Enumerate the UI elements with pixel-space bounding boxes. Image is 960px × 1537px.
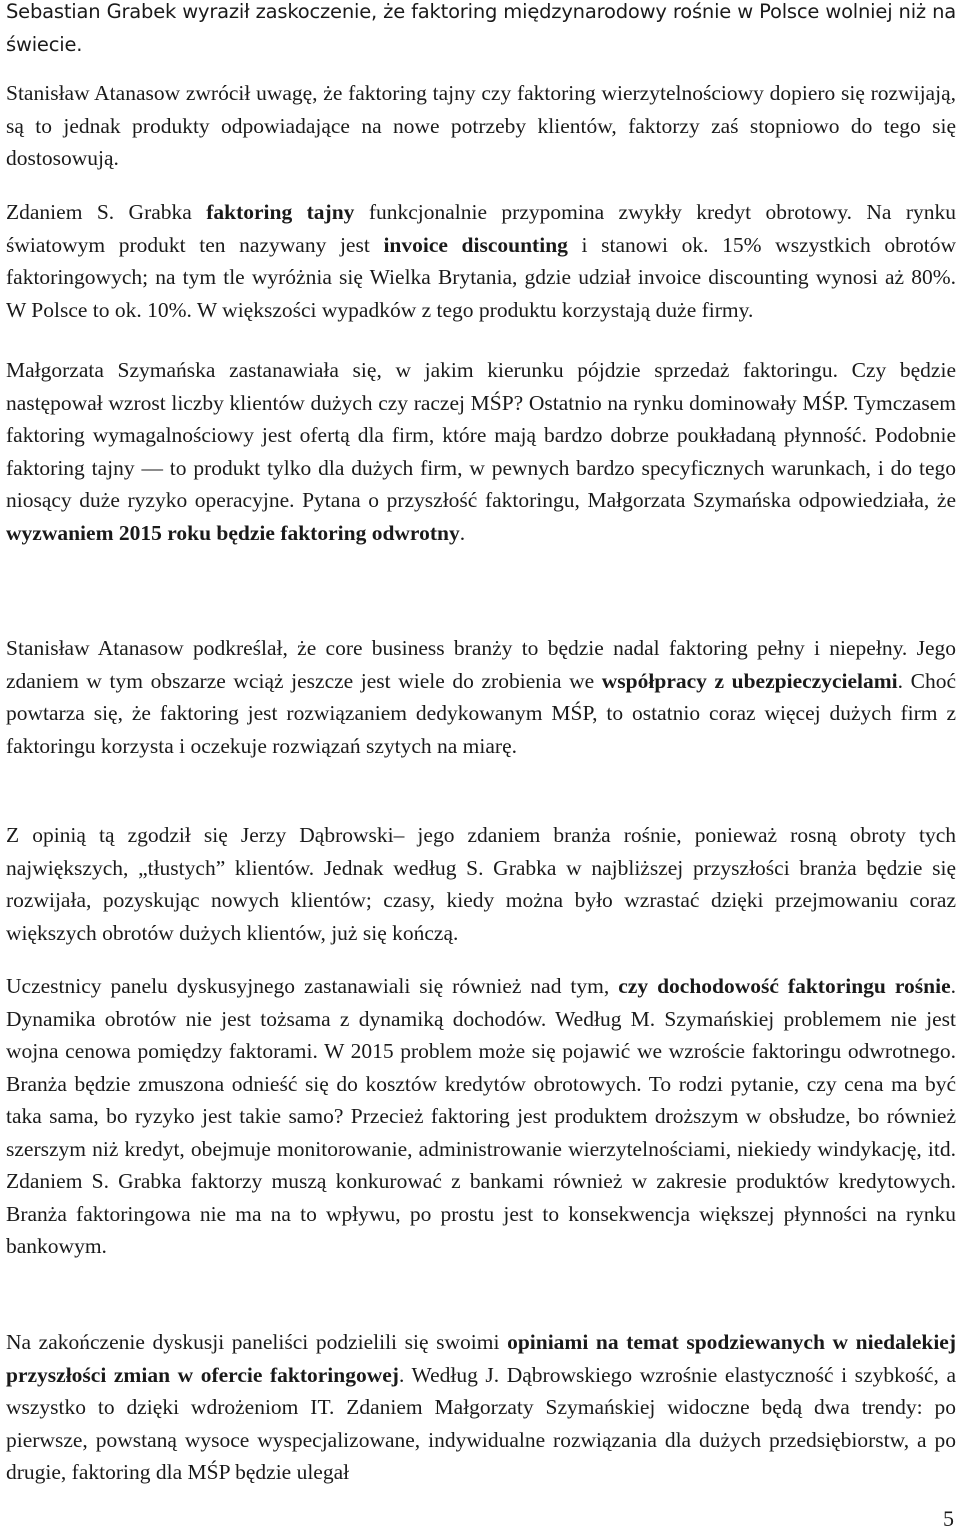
text-run: Stanisław Atanasow podkreślał, że core business branży to będzie nadal faktoring pełny i niepełny. Jego zdaniem w tym obszarze wciąż jeszcze jest wiele do zrobienia we [6, 636, 956, 693]
text-run: . Choć powtarza się, że faktoring jest rozwiązaniem dedykowanym MŚP, to ostatnio coraz więcej dużych firm z faktoringu korzysta i oczekuje rozwiązań szytych na miarę. [6, 668, 956, 758]
bold-text-run: wyzwaniem 2015 roku będzie faktoring odwrotny [6, 520, 460, 545]
paragraph-conclusion [6, 1326, 956, 1489]
paragraph-dabrowski-opinion [6, 819, 956, 949]
text-run: Małgorzata Szymańska zastanawiała się, w jakim kierunku pójdzie sprzedaż faktoringu. Czy będzie następował wzrost liczby klientów dużych czy raczej MŚP? Ostatnio na rynku dominowały MŚP. Tymczasem faktoring wymagalnościowy jest ofertą dla firm, które mają bardzo dobrze poukładaną płynność. Podobnie faktoring tajny — to produkt tylko dla dużych firm, w pewnych bardzo specyficznych warunkach, i do tego niosący duże ryzyko operacyjne. Pytana o przyszłość faktoringu, Małgorzata Szymańska odpowiedziała, że [6, 358, 956, 512]
text-run: . [459, 520, 466, 545]
text-run: Uczestnicy panelu dyskusyjnego zastanawiali się również nad tym, [6, 974, 619, 998]
text-run: Na zakończenie dyskusji paneliści podzielili się swoimi [6, 1330, 508, 1354]
paragraph-szymanska-sales [6, 354, 956, 549]
page-number: 5 [943, 1506, 954, 1531]
text-run: Stanisław Atanasow zwrócił uwagę, że faktoring tajny czy faktoring wierzytelnościowy dopiero się rozwijają, są to jednak produkty odpowiadające na nowe potrzeby klientów, faktorzy zaś stopniowo do tego się dostosowują. [6, 81, 956, 170]
paragraph-faktoring-tajny [6, 196, 956, 326]
text-run: . Dynamika obrotów nie jest tożsama z dynamiką dochodów. Według M. Szymańskiej problemem nie jest wojna cenowa pomiędzy faktorami. W 2015 problem może się pojawić we wzroście faktoringu odwrotnego. Branża będzie zmuszona odnieść się do kosztów kredytów obrotowych. To rodzi pytanie, czy cena ma być taka sama, bo ryzyko jest takie samo? Przecież faktoring jest produktem droższym w obsłudze, bo również szerszym niż kredyt, obejmuje monitorowanie, administrowanie wierzytelnościami, niekiedy windykację, itd. Zdaniem S. Grabka faktorzy muszą konkurować z bankami również w zakresie produktów kredytowych. Branża faktoringowa nie ma na to wpływu, po prostu jest to konsekwencja większej płynności na rynku bankowym. [6, 974, 956, 1258]
text-run: Z opinią tą zgodził się Jerzy Dąbrowski– jego zdaniem branża rośnie, ponieważ rosną obroty tych największych, „tłustych” klientów. Jednak według S. Grabka w najbliższej przyszłości branża będzie się rozwijała, pozyskując nowych klientów; czasy, kiedy można było wzrastać dzięki przejmowaniu coraz większych obrotów dużych klientów, już się kończą. [6, 823, 956, 945]
bold-text-run: faktoring tajny [206, 200, 355, 224]
paragraph-atanasow-products [6, 77, 956, 175]
paragraph-core-business [6, 632, 956, 762]
bold-text-run: opiniami na temat spodziewanych w niedalekiej przyszłości zmian w ofercie faktoringowej [6, 1330, 957, 1387]
text-run: . Według J. Dąbrowskiego wzrośnie elastyczność i szybkość, a wszystko to dzięki wdrożeniom IT. Zdaniem Małgorzaty Szymańskiej widoczne będą dwa trendy: po pierwsze, powstaną wysoce wyspecjalizowane, indywidualne rozwiązania dla dużych przedsiębiorstw, a po drugie, faktoring dla MŚP będzie ulegał [6, 1362, 956, 1484]
paragraph-profitability [6, 970, 956, 1263]
text-run: Zdaniem S. Grabka [6, 200, 207, 224]
text-run: Sebastian Grabek wyraził zaskoczenie, że faktoring międzynarodowy rośnie w Polsce wolniej niż na świecie. [6, 0, 956, 56]
text-run: i stanowi ok. 15% wszystkich obrotów faktoringowych; na tym tle wyróżnia się Wielka Brytania, gdzie udział invoice discounting wynosi aż 80%. W Polsce to ok. 10%. W większości wypadków z tego produktu korzystają duże firmy. [6, 232, 957, 322]
bold-text-run: współpracy z ubezpieczycielami [601, 668, 898, 693]
bold-text-run: czy dochodowość faktoringu rośnie [618, 974, 951, 998]
text-run: funkcjonalnie przypomina zwykły kredyt obrotowy. Na rynku światowym produkt ten nazywany jest [6, 200, 956, 257]
bold-text-run: invoice discounting [383, 232, 568, 257]
paragraph-grabek-international [6, 0, 956, 61]
